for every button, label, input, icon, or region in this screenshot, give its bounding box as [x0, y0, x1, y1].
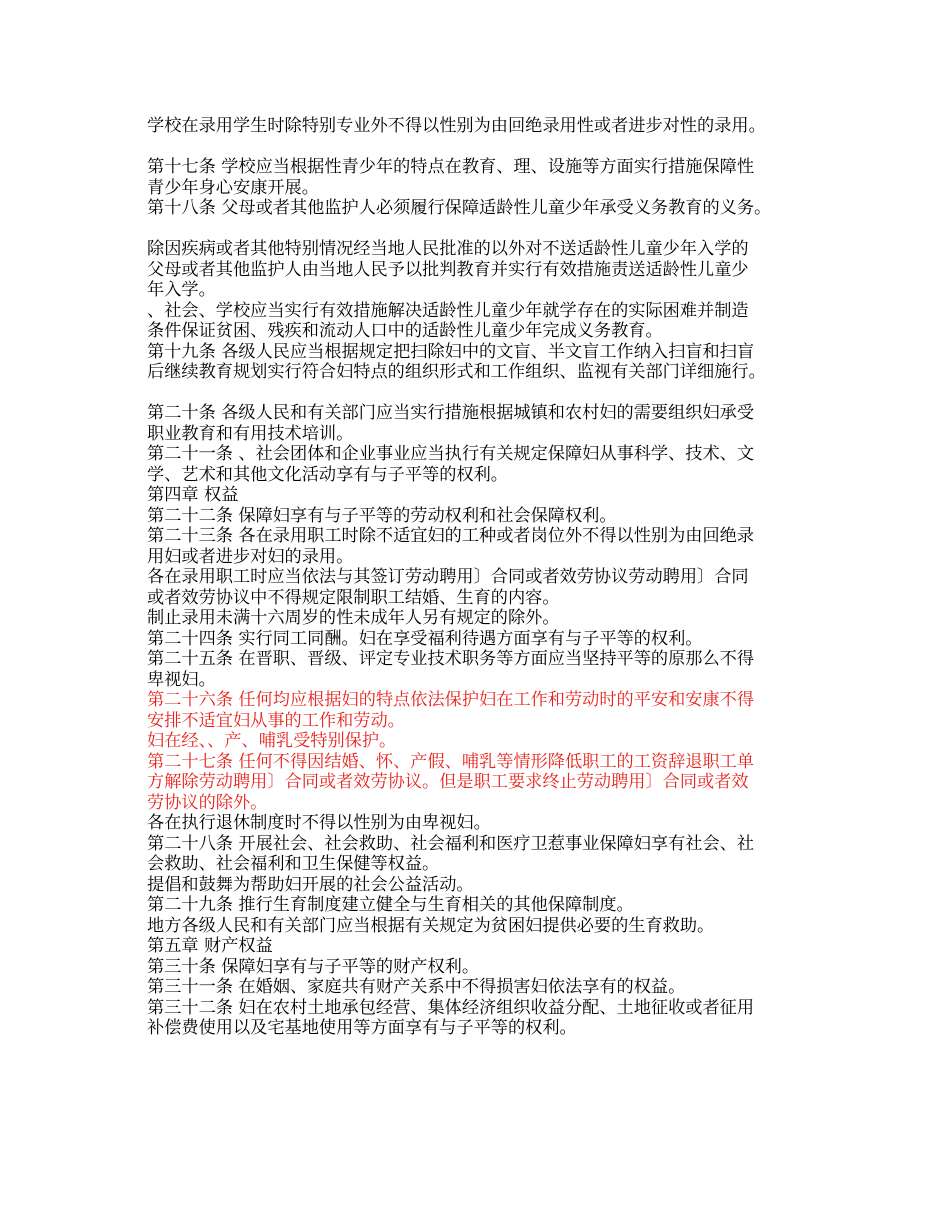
text-line: 提倡和鼓舞为帮助妇开展的社会公益活动。	[147, 874, 474, 895]
text-line: 第二十五条 在晋职、晋级、评定专业技术职务等方面应当坚持平等的原那么不得	[147, 649, 755, 669]
text-line: 第二十三条 各在录用职工时除不适宜妇的工种或者岗位外不得以性别为由回绝录	[147, 526, 755, 546]
text-line: 父母或者其他监护人由当地人民予以批判教育并实行有效措施责送适龄性儿童少	[147, 259, 749, 280]
text-line: 后继续教育规划实行符合妇特点的组织形式和工作组织、监视有关部门详细施行。	[147, 362, 766, 382]
text-line: 第十七条 学校应当根据性青少年的特点在教育、理、设施等方面实行措施保障性	[147, 157, 755, 177]
blank-line	[147, 219, 827, 240]
highlighted-text-line: 妇在经、、产、哺乳受特别保护。	[147, 731, 397, 751]
text-line: 年入学。	[147, 280, 216, 300]
text-line: 地方各级人民和有关部门应当根据有关规定为贫困妇提供必要的生育救助。	[147, 915, 715, 936]
text-line: 用妇或者进步对妇的录用。	[147, 546, 354, 567]
document-body	[147, 116, 827, 1039]
highlighted-text-line: 第二十七条 任何不得因结婚、怀、产假、哺乳等情形降低职工的工资辞退职工单	[147, 751, 755, 772]
text-line: 第二十八条 开展社会、社会救助、社会福利和医疗卫惹事业保障妇享有社会、社	[147, 833, 755, 854]
text-line: 各在录用职工时应当依法与其签订劳动聘用〕合同或者效劳协议劳动聘用〕合同	[147, 567, 749, 587]
text-line: 学校在录用学生时除特别专业外不得以性别为由回绝录用性或者进步对性的录用。	[147, 116, 766, 136]
text-line: 职业教育和有用技术培训。	[147, 423, 354, 444]
text-line: 卑视妇。	[147, 669, 216, 690]
text-line: 第二十九条 推行生育制度建立健全与生育相关的其他保障制度。	[147, 895, 634, 915]
highlighted-text-line: 劳协议的除外。	[147, 792, 268, 813]
text-line: 制止录用未满十六周岁的性未成年人另有规定的除外。	[147, 608, 560, 628]
text-line: 或者效劳协议中不得规定限制职工结婚、生育的内容。	[147, 587, 560, 608]
text-line: 学、艺术和其他文化活动享有与子平等的权利。	[147, 464, 508, 485]
text-line: 第二十二条 保障妇享有与子平等的劳动权利和社会保障权利。	[147, 505, 617, 526]
text-line: 青少年身心安康开展。	[147, 177, 319, 198]
text-line: 第三十一条 在婚姻、家庭共有财产关系中不得损害妇依法享有的权益。	[147, 977, 686, 997]
text-line: 第三十条 保障妇享有与子平等的财产权利。	[147, 956, 480, 977]
blank-line	[147, 137, 827, 158]
text-line: 各在执行退休制度时不得以性别为由卑视妇。	[147, 813, 491, 833]
text-line: 第五章 财产权益	[147, 936, 273, 956]
text-line: 会救助、社会福利和卫生保健等权益。	[147, 854, 440, 874]
text-line: 第十九条 各级人民应当根据规定把扫除妇中的文盲、半文盲工作纳入扫盲和扫盲	[147, 341, 755, 362]
text-line: 第二十条 各级人民和有关部门应当实行措施根据城镇和农村妇的需要组织妇承受	[147, 403, 755, 423]
highlighted-text-line: 第二十六条 任何均应根据妇的特点依法保护妇在工作和劳动时的平安和安康不得	[147, 690, 755, 710]
text-line: 第三十二条 妇在农村土地承包经营、集体经济组织收益分配、土地征收或者征用	[147, 997, 755, 1018]
text-line: 第二十四条 实行同工同酬。妇在享受福利待遇方面享有与子平等的权利。	[147, 628, 703, 649]
highlighted-text-line: 安排不适宜妇从事的工作和劳动。	[147, 710, 405, 731]
text-line: 条件保证贫困、残疾和流动人口中的适龄性儿童少年完成义务教育。	[147, 321, 663, 341]
blank-line	[147, 383, 827, 404]
text-line: 第十八条 父母或者其他监护人必须履行保障适龄性儿童少年承受义务教育的义务。	[147, 198, 772, 218]
highlighted-text-line: 方解除劳动聘用〕合同或者效劳协议。但是职工要求终止劳动聘用〕合同或者效	[147, 772, 749, 792]
text-line: 、社会、学校应当实行有效措施解决适龄性儿童少年就学存在的实际困难并制造	[147, 300, 749, 321]
text-line: 除因疾病或者其他特别情况经当地人民批准的以外对不送适龄性儿童少年入学的	[147, 239, 749, 259]
text-line: 第二十一条 、社会团体和企业事业应当执行有关规定保障妇从事科学、技术、文	[147, 444, 755, 464]
text-line: 补偿费使用以及宅基地使用等方面享有与子平等的权利。	[147, 1018, 577, 1038]
text-line: 第四章 权益	[147, 485, 239, 505]
